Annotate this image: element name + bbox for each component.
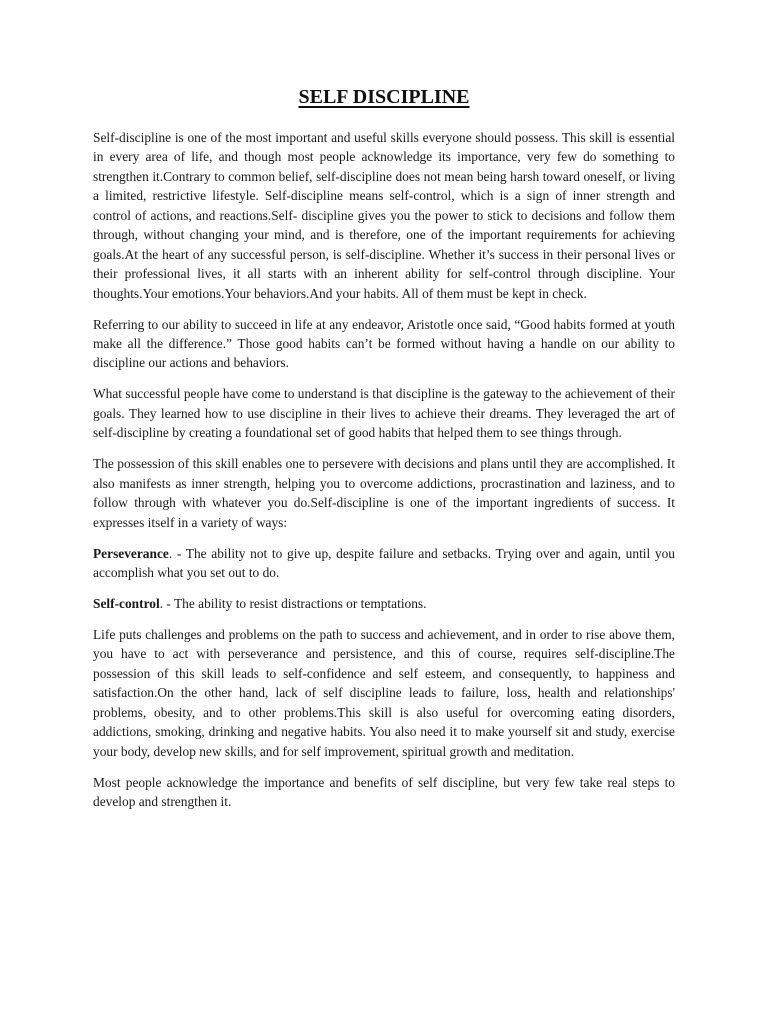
term-perseverance: Perseverance [93, 545, 169, 561]
document-body [93, 128, 675, 823]
paragraph-challenges: Life puts challenges and problems on the path to success and achievement, and in order to rise above them, you have to act with perseverance and persistence, and this of course, requires self-discipline.The possession of this skill leads to self-confidence and self esteem, and consequently, to happiness and satisfaction.On the other hand, lack of self discipline leads to failure, loss, health and relationships' problems, obesity, and to other problems.This skill is also useful for overcoming eating disorders, addictions, smoking, drinking and negative habits. You also need it to make yourself sit and study, exercise your body, develop new skills, and for self improvement, spiritual growth and meditation. [93, 626, 675, 759]
paragraph-aristotle: Referring to our ability to succeed in life at any endeavor, Aristotle once said, “Good habits formed at youth make all the difference.” Those good habits can’t be formed without having a handle on our ability to discipline our actions and behaviors. [93, 316, 675, 371]
paragraph-possession: The possession of this skill enables one to persevere with decisions and plans until they are accomplished. It also manifests as inner strength, helping you to overcome addictions, procrastination and laziness, and to follow through with whatever you do.Self-discipline is one of the important ingredients of success. It expresses itself in a variety of ways: [93, 456, 675, 530]
paragraph-successful-people: What successful people have come to understand is that discipline is the gateway to the achievement of their goals. They learned how to use discipline in their lives to achieve their dreams. They leveraged the art of self-discipline by creating a foundational set of good habits that helped them to see things through. [93, 386, 675, 441]
definition-perseverance [93, 544, 675, 583]
term-self-control: Self-control [93, 596, 160, 612]
document-title: SELF DISCIPLINE [298, 86, 470, 108]
definition-perseverance-text: . - The ability not to give up, despite failure and setbacks. Trying over and again, until you accomplish what you set out to do. [93, 545, 675, 581]
paragraph-conclusion: Most people acknowledge the importance and benefits of self discipline, but very few take real steps to develop and strengthen it. [93, 774, 675, 810]
definition-self-control-text: . - The ability to resist distractions or temptations. [159, 596, 427, 612]
definition-self-control [93, 594, 675, 613]
paragraph-intro: Self-discipline is one of the most important and useful skills everyone should possess. This skill is essential in every area of life, and though most people acknowledge its importance, very few do something to strengthen it.Contrary to common belief, self-discipline does not mean being harsh toward oneself, or living a limited, restrictive lifestyle. Self-discipline means self-control, which is a sign of inner strength and control of actions, and reactions.Self- discipline gives you the power to stick to decisions and follow them through, without changing your mind, and is therefore, one of the important requirements for achieving goals.At the heart of any successful person, is self-discipline. Whether it’s success in their personal lives or their professional lives, it all starts with an inherent ability for self-control through discipline. Your thoughts.Your emotions.Your behaviors.And your habits. All of them must be kept in check. [93, 130, 675, 301]
